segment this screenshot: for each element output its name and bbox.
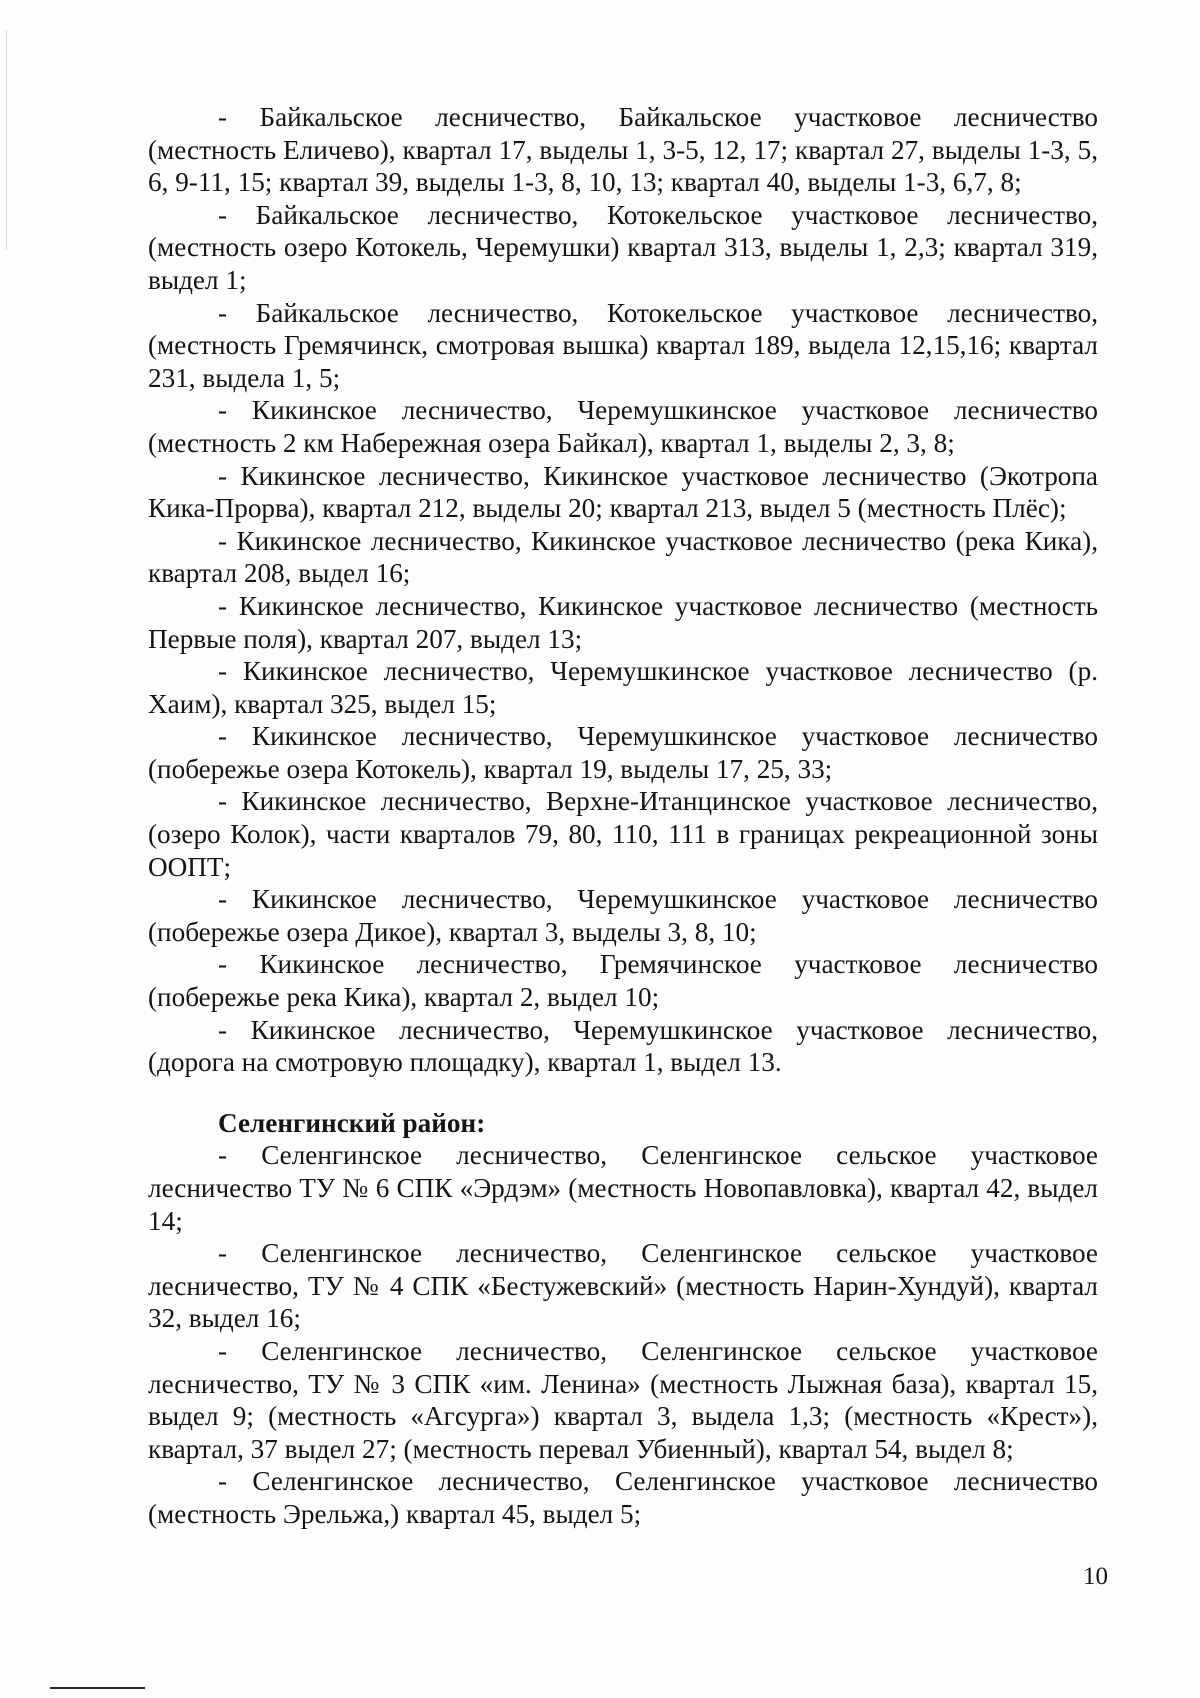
list-item: - Кикинское лесничество, Кикинское участковое лесничество (Экотропа Кика-Прорва), квартал 212, выделы 20; квартал 213, выдел 5 (местность Плёс); xyxy=(148,460,1098,524)
list-item: - Селенгинское лесничество, Селенгинское сельское участковое лесничество, ТУ № 4 СПК «Бестужевский» (местность Нарин-Хундуй), квартал 32, выдел 16; xyxy=(148,1238,1098,1334)
list-item: - Кикинское лесничество, Гремячинское участковое лесничество (побережье река Кика), квартал 2, выдел 10; xyxy=(148,949,1098,1013)
list-item: - Кикинское лесничество, Кикинское участковое лесничество (река Кика), квартал 208, выдел 16; xyxy=(148,525,1098,589)
list-item: - Кикинское лесничество, Черемушкинское участковое лесничество (побережье озера Дикое), квартал 3, выделы 3, 8, 10; xyxy=(148,884,1098,947)
list-item: - Байкальское лесничество, Байкальское участковое лесничество (местность Еличево), квартал 17, выделы 1, 3-5, 12, 17; квартал 27, выделы 1-3, 5, 6, 9-11, 15; квартал 39, выделы 1-3, 8, 10, 13; квартал 40, выделы 1-3, 6,7, 8; xyxy=(148,102,1098,198)
section-heading: Селенгинский район: xyxy=(218,1107,486,1138)
list-item: - Кикинское лесничество, Черемушкинское участковое лесничество (побережье озера Котокель), квартал 19, выделы 17, 25, 33; xyxy=(148,721,1098,784)
list-item: - Селенгинское лесничество, Селенгинское сельское участковое лесничество ТУ № 6 СПК «Эрдэм» (местность Новопавловка), квартал 42, выдел 14; xyxy=(148,1140,1098,1236)
list-item: - Кикинское лесничество, Кикинское участковое лесничество (местность Первые поля), квартал 207, выдел 13; xyxy=(148,590,1098,654)
page-number: 10 xyxy=(1083,1563,1108,1590)
list-item: - Селенгинское лесничество, Селенгинское сельское участковое лесничество, ТУ № 3 СПК «им. Ленина» (местность Лыжная база), квартал 15, выдел 9; (местность «Агсурга») квартал 3, выдела 1,3; (местность «Крест»), квартал, 37 выдел 27; (местность перевал Убиенный), квартал 54, выдел 8; xyxy=(148,1335,1098,1464)
list-item: - Байкальское лесничество, Котокельское участковое лесничество, (местность Гремячинск, смотровая вышка) квартал 189, выдела 12,15,16; квартал 231, выдела 1, 5; xyxy=(148,297,1098,393)
list-item: - Кикинское лесничество, Черемушкинское участковое лесничество (р. Хаим), квартал 325, выдел 15; xyxy=(148,656,1098,719)
document-body xyxy=(148,101,1098,1531)
list-item: - Кикинское лесничество, Черемушкинское участковое лесничество, (дорога на смотровую площадку), квартал 1, выдел 13. xyxy=(148,1014,1098,1078)
footer-rule xyxy=(50,1687,145,1689)
list-item: - Кикинское лесничество, Черемушкинское участковое лесничество (местность 2 км Набережная озера Байкал), квартал 1, выделы 2, 3, 8; xyxy=(148,395,1098,458)
list-item: - Байкальское лесничество, Котокельское участковое лесничество, (местность озеро Котокель, Черемушки) квартал 313, выделы 1, 2,3; квартал 319, выдел 1; xyxy=(148,199,1098,295)
list-item: - Селенгинское лесничество, Селенгинское участковое лесничество (местность Эрельжа,) квартал 45, выдел 5; xyxy=(148,1466,1098,1529)
scan-edge-line xyxy=(6,30,7,250)
list-item: - Кикинское лесничество, Верхне-Итанцинское участковое лесничество, (озеро Колок), части кварталов 79, 80, 110, 111 в границах рекреационной зоны ООПТ; xyxy=(148,786,1098,882)
